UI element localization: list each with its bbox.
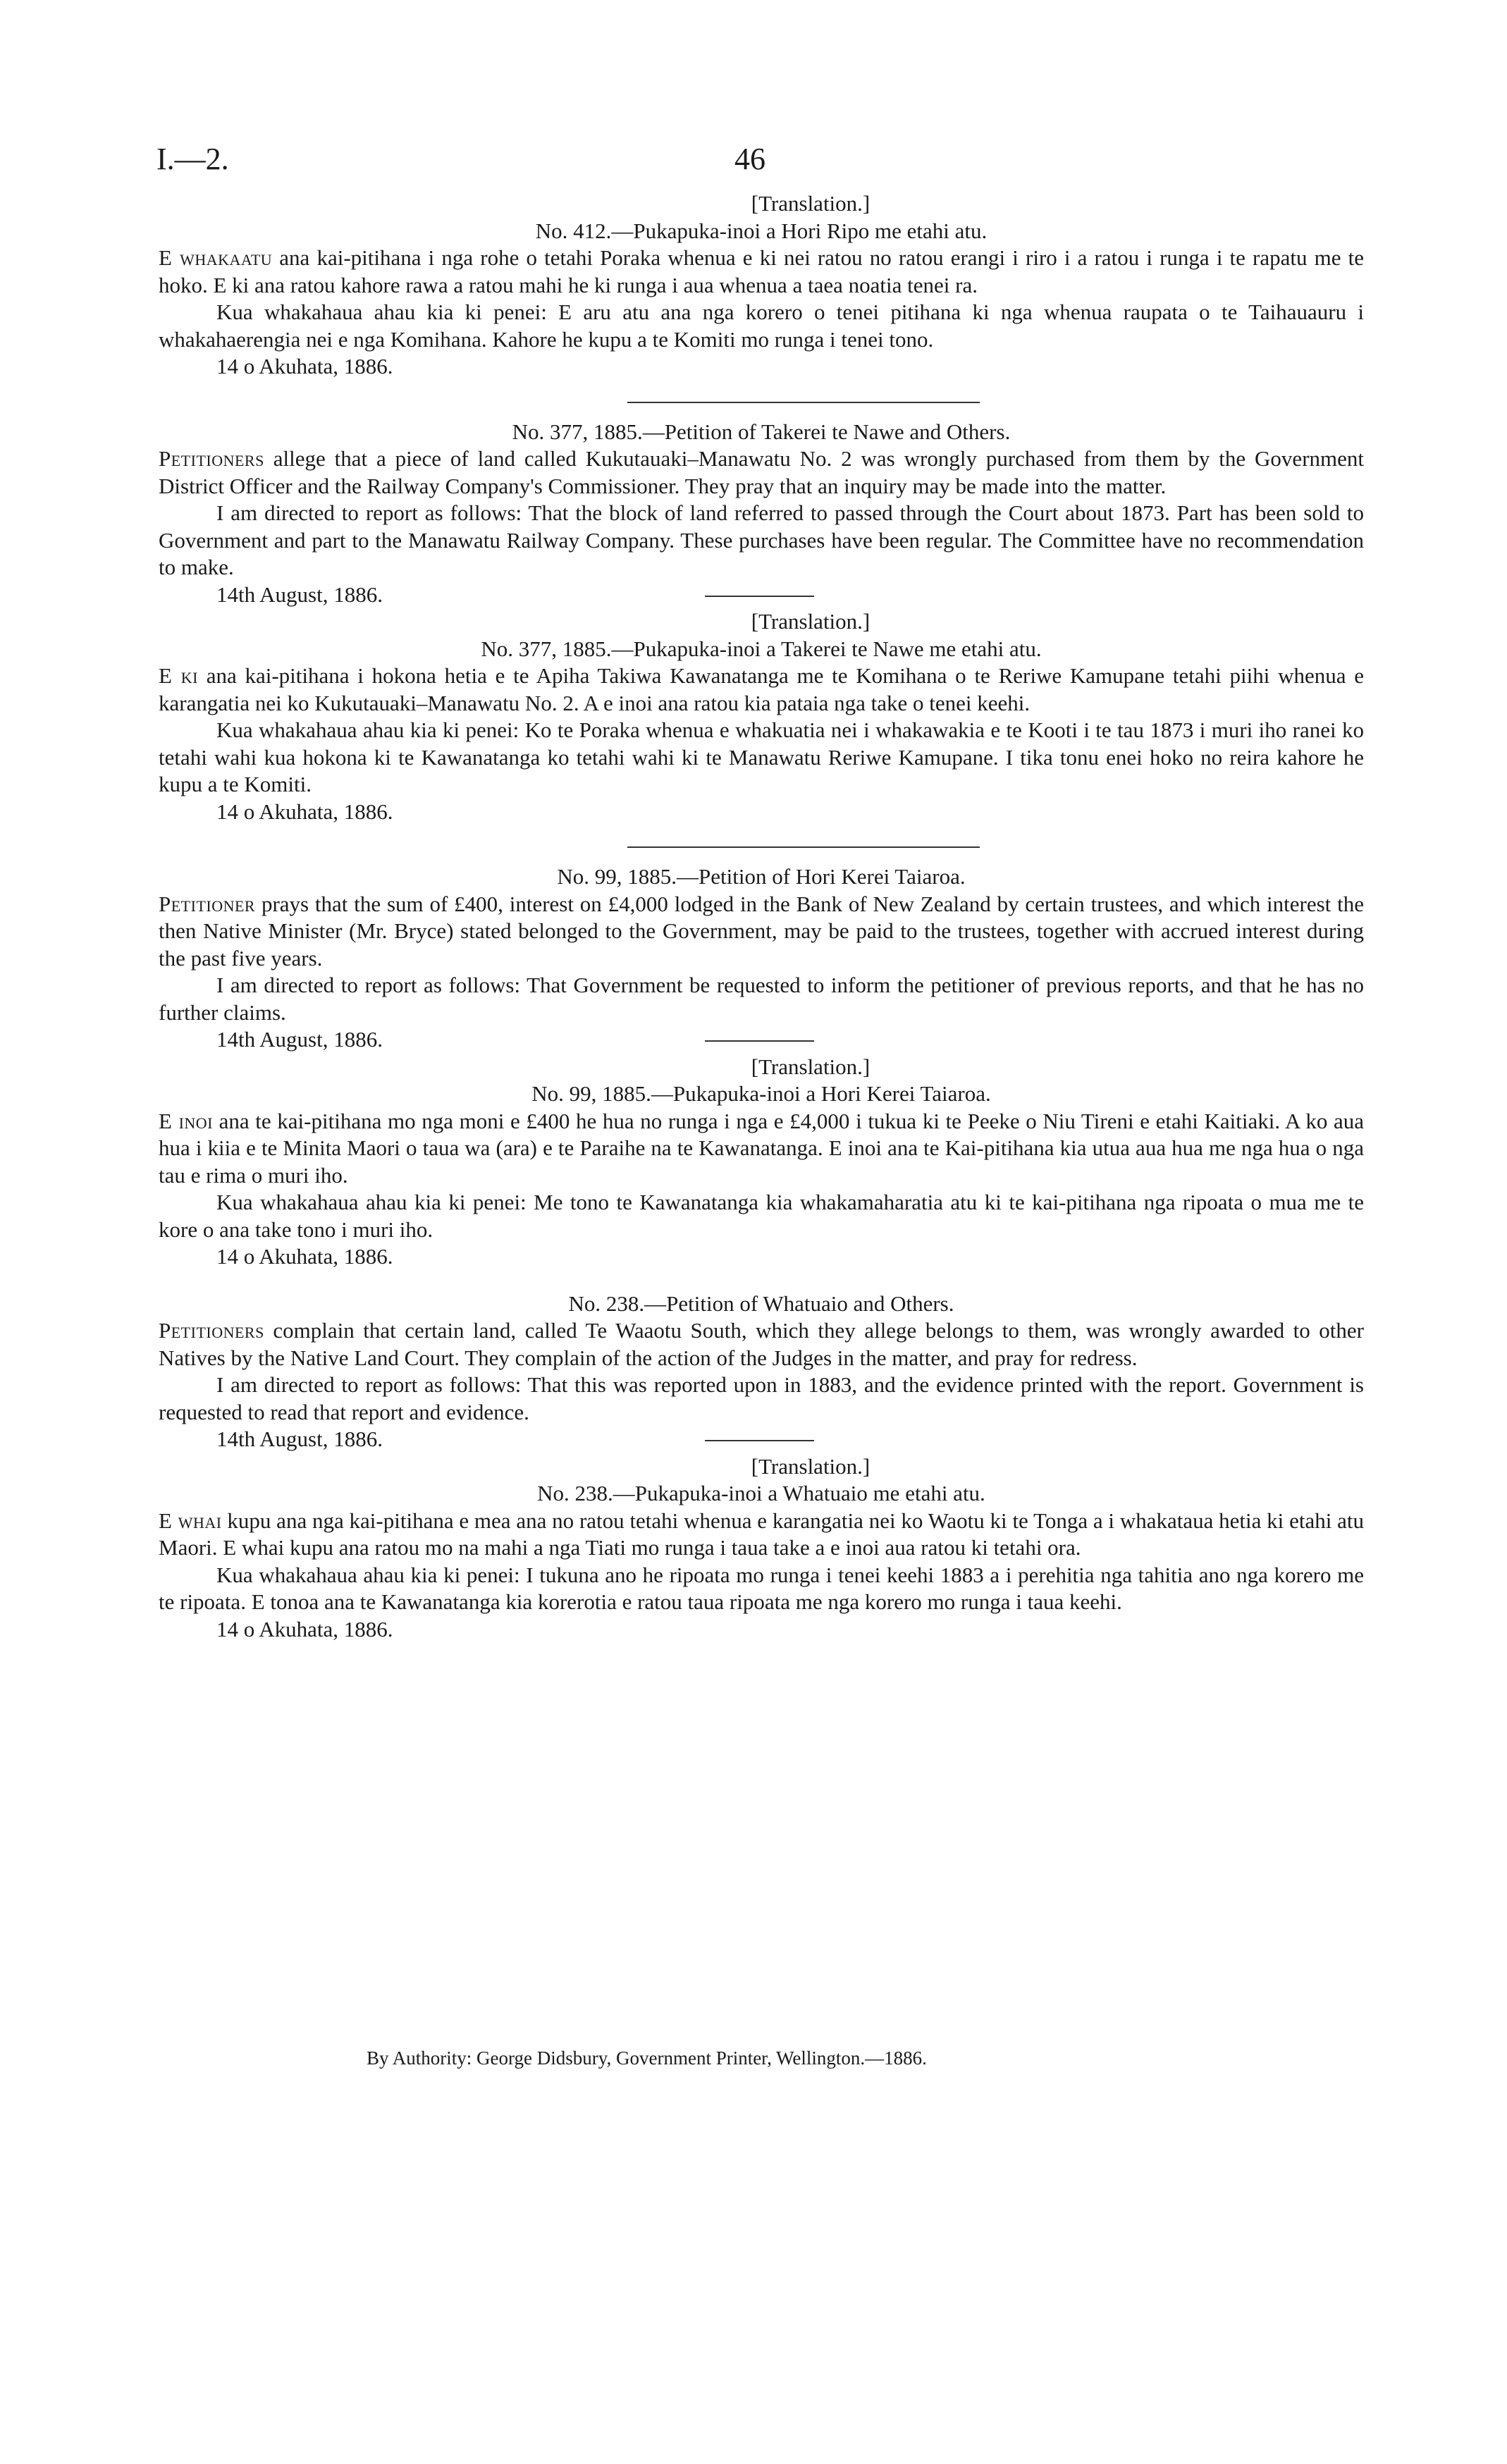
- petition-title: No. 377, 1885.—Petition of Takerei te Nawe and Others.: [512, 419, 1011, 444]
- translation-label: [Translation.]: [751, 609, 871, 634]
- report-paragraph: Kua whakahaua ahau kia ki penei: I tukuna ano he ripoata mo runga i tenei keehi 1883 a i perehitia nga tahitia ano nga korero me te ripoata. E tonoa ana te Kawanatanga kia korerotia e ratou taua ripoata me nga korero mo runga i taua keehi.: [159, 1562, 1364, 1614]
- report-paragraph: I am directed to report as follows: That this was reported upon in 1883, and the evidence printed with the report. Government is requested to read that report and evidence.: [159, 1372, 1364, 1424]
- petition-paragraph: E ki ana kai-pitihana i hokona hetia e te Apiha Takiwa Kawanatanga me te Komihana o te Reriwe Kamupane tetahi piihi whenua e karangatia nei ko Kukutauaki–Manawatu No. 2. A e inoi ana ratou kia pataia nga take o tenei keehi.: [159, 663, 1365, 715]
- report-paragraph: Kua whakahaua ahau kia ki penei: Me tono te Kawanatanga kia whakamaharatia atu ki te kai-pitihana nga ripoata o mua me te kore o ana take tono i muri iho.: [159, 1190, 1364, 1242]
- page-number: 46: [734, 142, 765, 176]
- petition-date: 14 o Akuhata, 1886.: [216, 1244, 393, 1269]
- translation-label: [Translation.]: [751, 1453, 871, 1479]
- report-paragraph: Kua whakahaua ahau kia ki penei: Ko te Poraka whenua e whakuatia nei i whakawakia e te Kooti i te tau 1873 i muri iho ranei ko tetahi wahi kua hokona ki te Kawanatanga ko tetahi wahi ki te Manawatu Reriwe Kamupane. I tika tonu enei hoko no reira kahore he kupu a te Komiti.: [159, 717, 1364, 796]
- report-paragraph: I am directed to report as follows: That Government be requested to inform the petitioner of previous reports, and that he has no further claims.: [159, 973, 1364, 1025]
- petition-translation-412: [159, 190, 1364, 381]
- petition-title: No. 238.—Petition of Whatuaio and Others.: [568, 1290, 954, 1316]
- short-divider: [705, 596, 814, 597]
- petition-date: 14 o Akuhata, 1886.: [216, 354, 393, 378]
- petition-paragraph: E whai kupu ana nga kai-pitihana e mea ana no ratou tetahi whenua e karangatia nei ko Waotu ki te Tonga a i whakataua hetia ki etahi atu Maori. E whai kupu ana ratou mo na mahi a nga Tiati mo runga i taua take a e inoi aua ratou ki tetahi ora.: [159, 1508, 1364, 1560]
- printer-footer: By Authority: George Didsbury, Government Printer, Wellington.—1886.: [367, 2047, 927, 2069]
- document-reference: I.—2.: [156, 142, 229, 176]
- section-divider: [627, 846, 980, 848]
- petition-date: 14th August, 1886.: [216, 1427, 383, 1451]
- translation-label: [Translation.]: [751, 191, 871, 216]
- petition-99-english: [159, 863, 1364, 1054]
- petition-date: 14 o Akuhata, 1886.: [216, 799, 393, 824]
- report-paragraph: I am directed to report as follows: That the block of land referred to passed through the Court about 1873. Part has been sold to Government and part to the Manawatu Railway Company. These purchases have been regular. The Committee have no recommendation to make.: [159, 500, 1364, 579]
- petition-date: 14th August, 1886.: [216, 1027, 383, 1052]
- petition-title: No. 412.—Pukapuka-inoi a Hori Ripo me etahi atu.: [535, 218, 988, 243]
- petition-paragraph: E inoi ana te kai-pitihana mo nga moni e £400 he hua no runga i nga e £4,000 i tukua ki te Peeke o Niu Tireni e etahi Kaitiaki. A ko aua hua i kiia e te Minita Maori o taua wa (ara) e te Paraihe na te Kawanatanga. E inoi ana te Kai-pitihana kia utua aua hua me nga hua o nga tau e rima o muri iho.: [159, 1108, 1364, 1188]
- section-divider: [627, 402, 980, 403]
- petition-title: No. 99, 1885.—Pukapuka-inoi a Hori Kerei Taiaroa.: [531, 1081, 991, 1106]
- petition-title: No. 99, 1885.—Petition of Hori Kerei Taiaroa.: [557, 864, 966, 889]
- page-body: [159, 134, 1364, 1643]
- petition-date: 14th August, 1886.: [216, 581, 383, 607]
- petition-paragraph: Petitioners allege that a piece of land called Kukutauaki–Manawatu No. 2 was wrongly purchased from them by the Government District Officer and the Railway Company's Commissioner. They pray that an inquiry may be made into the matter.: [159, 446, 1365, 498]
- short-divider: [705, 1040, 814, 1042]
- petition-date: 14 o Akuhata, 1886.: [216, 1616, 393, 1641]
- report-paragraph: Kua whakahaua ahau kia ki penei: E aru atu ana nga korero o tenei pitihana ki nga whenua raupata o te Taihauauru i whakahaerengia nei e nga Komihana. Kahore he kupu a te Komiti mo runga i tenei tono.: [159, 300, 1364, 352]
- short-divider: [705, 1440, 814, 1441]
- petition-paragraph: Petitioner prays that the sum of £400, interest on £4,000 lodged in the Bank of New Zealand by certain trustees, and which interest the then Native Minister (Mr. Bryce) stated belonged to the Government, may be paid to the trustees, together with accrued interest during the past five years.: [159, 891, 1364, 971]
- petition-paragraph: Petitioners complain that certain land, called Te Waaotu South, which they allege belongs to them, was wrongly awarded to other Natives by the Native Land Court. They complain of the action of the Judges in the matter, and pray for redress.: [159, 1318, 1365, 1370]
- translation-label: [Translation.]: [751, 1054, 871, 1079]
- petition-paragraph: E whakaatu ana kai-pitihana i nga rohe o tetahi Poraka whenua e ki nei ratou no ratou erangi i riro i a ratou i runga i te rapatu me te hoko. E ki ana ratou kahore rawa a ratou mahi he ki runga i aua whenua a taea noatia tenei ra.: [159, 245, 1365, 297]
- petition-99-translation: [159, 1054, 1364, 1271]
- petition-238-english: [159, 1290, 1364, 1453]
- petition-238-translation: [159, 1453, 1364, 1644]
- petition-377-english: [159, 419, 1364, 609]
- petition-title: No. 377, 1885.—Pukapuka-inoi a Takerei te Nawe me etahi atu.: [481, 636, 1042, 661]
- petition-title: No. 238.—Pukapuka-inoi a Whatuaio me etahi atu.: [537, 1481, 985, 1505]
- petition-377-translation: [159, 608, 1364, 825]
